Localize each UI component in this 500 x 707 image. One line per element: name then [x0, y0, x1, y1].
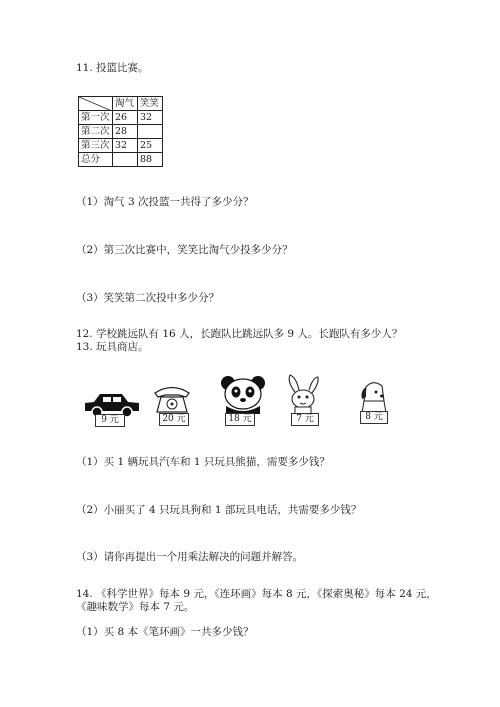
table-row — [79, 125, 163, 139]
toy-panda-icon — [220, 374, 266, 414]
q12-text: 12. 学校跳远队有 16 人，长跑队比跳远队多 9 人。长跑队有多少人？ — [76, 328, 403, 340]
table-corner-cell — [79, 97, 113, 111]
table-cell: 第三次 — [79, 139, 113, 153]
table-header-cell: 笑笑 — [138, 97, 163, 111]
table-cell: 第一次 — [79, 111, 113, 125]
table-cell: 28 — [113, 125, 138, 139]
table-cell: 32 — [138, 111, 163, 125]
q14-line1: 14. 《科学世界》每本 9 元，《连环画》每本 8 元，《探索奥秘》每本 24 元， — [76, 588, 437, 600]
table-row — [79, 139, 163, 153]
price-label-car: 9 元 — [95, 414, 125, 427]
table-cell: 25 — [138, 139, 163, 153]
toy-dog-icon — [356, 379, 390, 415]
q13-title: 13. 玩具商店。 — [76, 341, 149, 353]
q13-sub3: （3）请你再提出一个用乘法解决的问题并解答。 — [76, 551, 304, 563]
price-label-dog: 8 元 — [360, 411, 388, 424]
toy-rabbit-icon — [286, 374, 320, 414]
table-header-cell: 淘气 — [113, 97, 138, 111]
q11-sub1: （1）淘气 3 次投篮一共得了多少分？ — [76, 196, 254, 208]
q14-sub1: （1）买 8 本《笔环画》一共多少钱？ — [76, 626, 254, 638]
price-label-phone: 20 元 — [159, 413, 189, 426]
table-cell: 第二次 — [79, 125, 113, 139]
q13-sub2: （2）小丽买了 4 只玩具狗和 1 部玩具电话，共需要多少钱？ — [76, 504, 362, 516]
diagonal-line — [79, 97, 112, 111]
table-cell: 32 — [113, 139, 138, 153]
q11-sub2: （2）第三次比赛中，笑笑比淘气少投多少分？ — [76, 244, 293, 256]
table-row — [79, 111, 163, 125]
score-table — [78, 96, 163, 167]
q13-sub1: （1）买 1 辆玩具汽车和 1 只玩具熊猫，需要多少钱？ — [76, 456, 330, 468]
table-cell: 88 — [138, 153, 163, 167]
price-label-panda: 18 元 — [225, 413, 255, 426]
table-cell — [138, 125, 163, 139]
q11-sub3: （3）笑笑第二次投中多少分？ — [76, 292, 220, 304]
table-cell: 总分 — [79, 153, 113, 167]
toy-phone-icon — [152, 384, 192, 414]
table-cell: 26 — [113, 111, 138, 125]
q14-line2: 《趣味数学》每本 7 元。 — [76, 601, 195, 613]
table-header-row — [79, 97, 163, 111]
price-label-rabbit: 7 元 — [291, 413, 319, 426]
table-cell — [113, 153, 138, 167]
q11-title: 11. 投篮比赛。 — [76, 62, 149, 74]
table-row — [79, 153, 163, 167]
